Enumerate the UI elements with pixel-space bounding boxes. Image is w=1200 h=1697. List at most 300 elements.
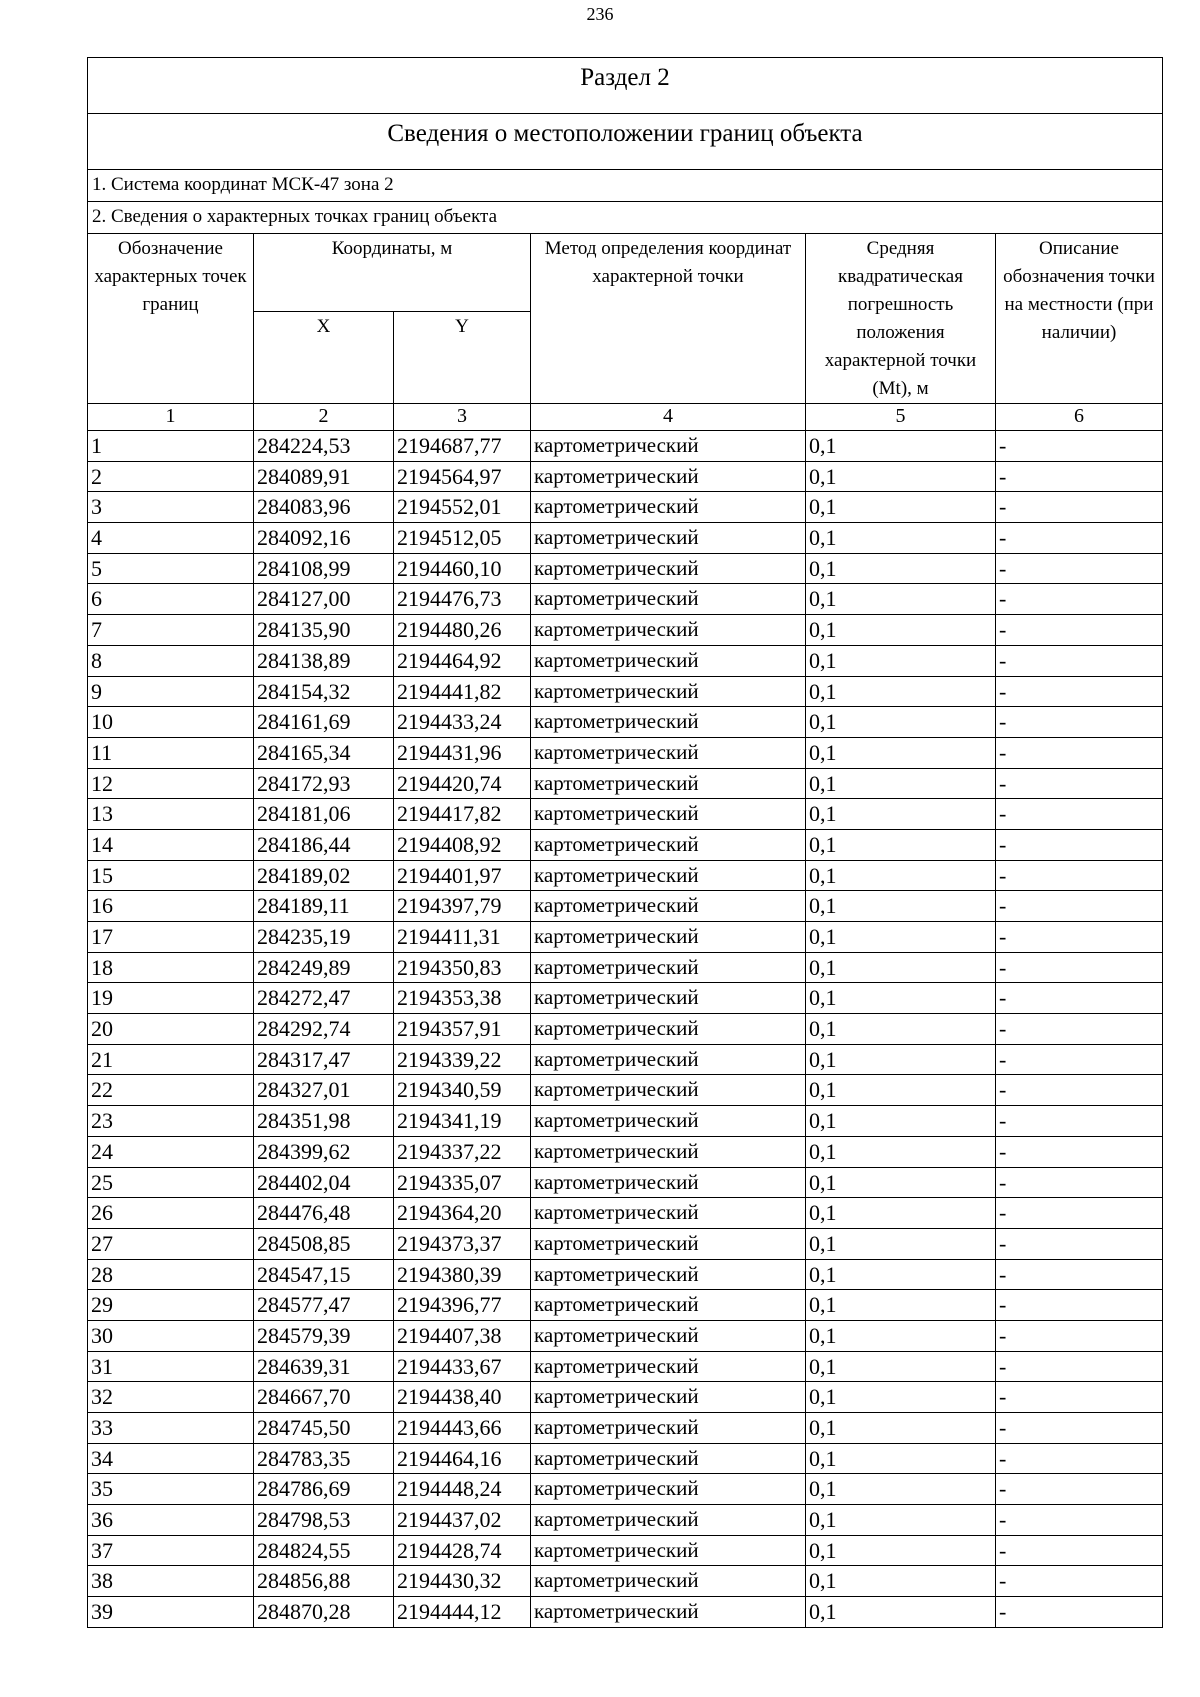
column-number: 2 bbox=[254, 404, 394, 431]
coordinate-y: 2194433,24 bbox=[394, 707, 531, 738]
point-number: 20 bbox=[88, 1014, 254, 1045]
description: - bbox=[996, 1075, 1163, 1106]
method: картометрический bbox=[531, 952, 806, 983]
coordinate-x: 284092,16 bbox=[254, 523, 394, 554]
coordinate-y: 2194441,82 bbox=[394, 676, 531, 707]
points-heading-row bbox=[88, 202, 1163, 234]
mean-error: 0,1 bbox=[806, 1198, 996, 1229]
point-number: 26 bbox=[88, 1198, 254, 1229]
description: - bbox=[996, 1259, 1163, 1290]
table-row bbox=[88, 1136, 1163, 1167]
description: - bbox=[996, 1136, 1163, 1167]
mean-error: 0,1 bbox=[806, 737, 996, 768]
method: картометрический bbox=[531, 1014, 806, 1045]
table-row bbox=[88, 615, 1163, 646]
header-x: X bbox=[254, 312, 394, 404]
table-data-rows bbox=[88, 431, 1163, 1628]
table-row bbox=[88, 1167, 1163, 1198]
point-number: 19 bbox=[88, 983, 254, 1014]
subsection-title-row bbox=[88, 114, 1163, 170]
description: - bbox=[996, 799, 1163, 830]
coordinate-x: 284399,62 bbox=[254, 1136, 394, 1167]
mean-error: 0,1 bbox=[806, 1505, 996, 1536]
method: картометрический bbox=[531, 1320, 806, 1351]
point-number: 7 bbox=[88, 615, 254, 646]
description: - bbox=[996, 492, 1163, 523]
point-number: 22 bbox=[88, 1075, 254, 1106]
coordinate-x: 284108,99 bbox=[254, 553, 394, 584]
mean-error: 0,1 bbox=[806, 431, 996, 462]
header-y: Y bbox=[394, 312, 531, 404]
method: картометрический bbox=[531, 829, 806, 860]
description: - bbox=[996, 584, 1163, 615]
mean-error: 0,1 bbox=[806, 922, 996, 953]
column-numbers-row bbox=[88, 404, 1163, 431]
coordinate-x: 284870,28 bbox=[254, 1597, 394, 1628]
method: картометрический bbox=[531, 461, 806, 492]
coordinate-y: 2194433,67 bbox=[394, 1351, 531, 1382]
coordinate-x: 284189,02 bbox=[254, 860, 394, 891]
point-number: 16 bbox=[88, 891, 254, 922]
description: - bbox=[996, 645, 1163, 676]
table-row bbox=[88, 1198, 1163, 1229]
table-row bbox=[88, 1259, 1163, 1290]
coordinate-y: 2194364,20 bbox=[394, 1198, 531, 1229]
table-row bbox=[88, 1535, 1163, 1566]
table-row bbox=[88, 676, 1163, 707]
coordinate-x: 284089,91 bbox=[254, 461, 394, 492]
point-number: 8 bbox=[88, 645, 254, 676]
coordinate-y: 2194373,37 bbox=[394, 1228, 531, 1259]
description: - bbox=[996, 461, 1163, 492]
method: картометрический bbox=[531, 983, 806, 1014]
header-coordinates: Координаты, м bbox=[254, 234, 531, 312]
coordinate-x: 284327,01 bbox=[254, 1075, 394, 1106]
coordinate-x: 284189,11 bbox=[254, 891, 394, 922]
table-row bbox=[88, 737, 1163, 768]
coordinate-x: 284186,44 bbox=[254, 829, 394, 860]
mean-error: 0,1 bbox=[806, 1228, 996, 1259]
method: картометрический bbox=[531, 860, 806, 891]
table-row bbox=[88, 1382, 1163, 1413]
mean-error: 0,1 bbox=[806, 1443, 996, 1474]
table-row bbox=[88, 1106, 1163, 1137]
point-number: 33 bbox=[88, 1413, 254, 1444]
method: картометрический bbox=[531, 1535, 806, 1566]
point-number: 17 bbox=[88, 922, 254, 953]
table-row bbox=[88, 1014, 1163, 1045]
mean-error: 0,1 bbox=[806, 1474, 996, 1505]
table-row bbox=[88, 584, 1163, 615]
method: картометрический bbox=[531, 523, 806, 554]
table-row bbox=[88, 1566, 1163, 1597]
description: - bbox=[996, 431, 1163, 462]
description: - bbox=[996, 1228, 1163, 1259]
method: картометрический bbox=[531, 1044, 806, 1075]
mean-error: 0,1 bbox=[806, 1044, 996, 1075]
mean-error: 0,1 bbox=[806, 1566, 996, 1597]
table-row bbox=[88, 1351, 1163, 1382]
header-description: Описание обозначения точки на местности (при наличии) bbox=[996, 234, 1163, 404]
point-number: 39 bbox=[88, 1597, 254, 1628]
coordinate-x: 284508,85 bbox=[254, 1228, 394, 1259]
description: - bbox=[996, 1044, 1163, 1075]
coordinate-y: 2194341,19 bbox=[394, 1106, 531, 1137]
subsection-title: Сведения о местоположении границ объекта bbox=[88, 114, 1163, 170]
column-number: 1 bbox=[88, 404, 254, 431]
mean-error: 0,1 bbox=[806, 707, 996, 738]
coordinate-y: 2194460,10 bbox=[394, 553, 531, 584]
coordinate-y: 2194552,01 bbox=[394, 492, 531, 523]
method: картометрический bbox=[531, 1566, 806, 1597]
point-number: 37 bbox=[88, 1535, 254, 1566]
point-number: 28 bbox=[88, 1259, 254, 1290]
coordinate-y: 2194380,39 bbox=[394, 1259, 531, 1290]
point-number: 2 bbox=[88, 461, 254, 492]
page-number: 236 bbox=[586, 4, 614, 24]
table-row bbox=[88, 431, 1163, 462]
method: картометрический bbox=[531, 1597, 806, 1628]
description: - bbox=[996, 1566, 1163, 1597]
coordinate-x: 284181,06 bbox=[254, 799, 394, 830]
description: - bbox=[996, 829, 1163, 860]
coordinate-x: 284154,32 bbox=[254, 676, 394, 707]
header-mean-error: Средняя квадратическая погрешность положения характерной точки (Mt), м bbox=[806, 234, 996, 404]
description: - bbox=[996, 922, 1163, 953]
method: картометрический bbox=[531, 1443, 806, 1474]
method: картометрический bbox=[531, 1351, 806, 1382]
point-number: 13 bbox=[88, 799, 254, 830]
coordinate-y: 2194464,16 bbox=[394, 1443, 531, 1474]
method: картометрический bbox=[531, 676, 806, 707]
table-row bbox=[88, 922, 1163, 953]
coordinate-y: 2194350,83 bbox=[394, 952, 531, 983]
method: картометрический bbox=[531, 799, 806, 830]
coordinate-y: 2194397,79 bbox=[394, 891, 531, 922]
coordinate-y: 2194437,02 bbox=[394, 1505, 531, 1536]
mean-error: 0,1 bbox=[806, 461, 996, 492]
point-number: 24 bbox=[88, 1136, 254, 1167]
column-number: 6 bbox=[996, 404, 1163, 431]
mean-error: 0,1 bbox=[806, 584, 996, 615]
mean-error: 0,1 bbox=[806, 1167, 996, 1198]
coordinate-x: 284235,19 bbox=[254, 922, 394, 953]
description: - bbox=[996, 1198, 1163, 1229]
coordinate-x: 284745,50 bbox=[254, 1413, 394, 1444]
method: картометрический bbox=[531, 768, 806, 799]
coordinate-x: 284639,31 bbox=[254, 1351, 394, 1382]
point-number: 14 bbox=[88, 829, 254, 860]
coordinate-y: 2194407,38 bbox=[394, 1320, 531, 1351]
point-number: 38 bbox=[88, 1566, 254, 1597]
table-row bbox=[88, 768, 1163, 799]
coordinate-y: 2194444,12 bbox=[394, 1597, 531, 1628]
method: картометрический bbox=[531, 431, 806, 462]
method: картометрический bbox=[531, 1136, 806, 1167]
mean-error: 0,1 bbox=[806, 829, 996, 860]
point-number: 12 bbox=[88, 768, 254, 799]
mean-error: 0,1 bbox=[806, 676, 996, 707]
mean-error: 0,1 bbox=[806, 860, 996, 891]
coordinate-y: 2194339,22 bbox=[394, 1044, 531, 1075]
coordinate-x: 284317,47 bbox=[254, 1044, 394, 1075]
description: - bbox=[996, 860, 1163, 891]
table-row bbox=[88, 461, 1163, 492]
point-number: 1 bbox=[88, 431, 254, 462]
point-number: 31 bbox=[88, 1351, 254, 1382]
point-number: 25 bbox=[88, 1167, 254, 1198]
mean-error: 0,1 bbox=[806, 952, 996, 983]
method: картометрический bbox=[531, 1474, 806, 1505]
mean-error: 0,1 bbox=[806, 1535, 996, 1566]
coordinate-x: 284272,47 bbox=[254, 983, 394, 1014]
point-number: 23 bbox=[88, 1106, 254, 1137]
table-body bbox=[88, 58, 1163, 431]
table-row bbox=[88, 707, 1163, 738]
coordinate-y: 2194464,92 bbox=[394, 645, 531, 676]
coordinate-y: 2194438,40 bbox=[394, 1382, 531, 1413]
table-row bbox=[88, 1597, 1163, 1628]
table-row bbox=[88, 1320, 1163, 1351]
point-number: 10 bbox=[88, 707, 254, 738]
description: - bbox=[996, 1351, 1163, 1382]
description: - bbox=[996, 615, 1163, 646]
mean-error: 0,1 bbox=[806, 553, 996, 584]
point-number: 36 bbox=[88, 1505, 254, 1536]
table-row bbox=[88, 799, 1163, 830]
description: - bbox=[996, 891, 1163, 922]
section-title: Раздел 2 bbox=[88, 58, 1163, 114]
coordinate-x: 284135,90 bbox=[254, 615, 394, 646]
points-heading: 2. Сведения о характерных точках границ объекта bbox=[88, 202, 1163, 234]
point-number: 15 bbox=[88, 860, 254, 891]
method: картометрический bbox=[531, 1382, 806, 1413]
method: картометрический bbox=[531, 1167, 806, 1198]
mean-error: 0,1 bbox=[806, 983, 996, 1014]
table-row bbox=[88, 1505, 1163, 1536]
method: картометрический bbox=[531, 1106, 806, 1137]
description: - bbox=[996, 1443, 1163, 1474]
column-number: 5 bbox=[806, 404, 996, 431]
description: - bbox=[996, 983, 1163, 1014]
description: - bbox=[996, 1167, 1163, 1198]
coordinate-x: 284579,39 bbox=[254, 1320, 394, 1351]
coordinate-x: 284798,53 bbox=[254, 1505, 394, 1536]
table-row bbox=[88, 1443, 1163, 1474]
table-row bbox=[88, 860, 1163, 891]
method: картометрический bbox=[531, 922, 806, 953]
table-row bbox=[88, 1474, 1163, 1505]
coordinate-x: 284138,89 bbox=[254, 645, 394, 676]
table-row bbox=[88, 829, 1163, 860]
boundary-points-table bbox=[87, 57, 1163, 1628]
coordinate-y: 2194353,38 bbox=[394, 983, 531, 1014]
coordinate-y: 2194337,22 bbox=[394, 1136, 531, 1167]
coordinate-y: 2194420,74 bbox=[394, 768, 531, 799]
coordinate-x: 284249,89 bbox=[254, 952, 394, 983]
mean-error: 0,1 bbox=[806, 1014, 996, 1045]
mean-error: 0,1 bbox=[806, 523, 996, 554]
mean-error: 0,1 bbox=[806, 1351, 996, 1382]
coordinate-y: 2194401,97 bbox=[394, 860, 531, 891]
coordinate-system-row bbox=[88, 170, 1163, 202]
coordinate-y: 2194512,05 bbox=[394, 523, 531, 554]
coordinate-y: 2194417,82 bbox=[394, 799, 531, 830]
method: картометрический bbox=[531, 1259, 806, 1290]
method: картометрический bbox=[531, 737, 806, 768]
mean-error: 0,1 bbox=[806, 492, 996, 523]
point-number: 6 bbox=[88, 584, 254, 615]
description: - bbox=[996, 1106, 1163, 1137]
method: картометрический bbox=[531, 645, 806, 676]
coordinate-y: 2194396,77 bbox=[394, 1290, 531, 1321]
coordinate-x: 284577,47 bbox=[254, 1290, 394, 1321]
point-number: 30 bbox=[88, 1320, 254, 1351]
table-row bbox=[88, 952, 1163, 983]
coordinate-x: 284351,98 bbox=[254, 1106, 394, 1137]
description: - bbox=[996, 707, 1163, 738]
coordinate-x: 284292,74 bbox=[254, 1014, 394, 1045]
mean-error: 0,1 bbox=[806, 799, 996, 830]
mean-error: 0,1 bbox=[806, 1259, 996, 1290]
mean-error: 0,1 bbox=[806, 768, 996, 799]
method: картометрический bbox=[531, 584, 806, 615]
coordinate-y: 2194428,74 bbox=[394, 1535, 531, 1566]
table-row bbox=[88, 891, 1163, 922]
coordinate-x: 284161,69 bbox=[254, 707, 394, 738]
coordinate-y: 2194357,91 bbox=[394, 1014, 531, 1045]
mean-error: 0,1 bbox=[806, 1136, 996, 1167]
section-title-row bbox=[88, 58, 1163, 114]
coordinate-x: 284083,96 bbox=[254, 492, 394, 523]
point-number: 32 bbox=[88, 1382, 254, 1413]
mean-error: 0,1 bbox=[806, 1597, 996, 1628]
description: - bbox=[996, 737, 1163, 768]
point-number: 29 bbox=[88, 1290, 254, 1321]
coordinate-y: 2194335,07 bbox=[394, 1167, 531, 1198]
point-number: 27 bbox=[88, 1228, 254, 1259]
coordinate-y: 2194340,59 bbox=[394, 1075, 531, 1106]
mean-error: 0,1 bbox=[806, 891, 996, 922]
method: картометрический bbox=[531, 615, 806, 646]
mean-error: 0,1 bbox=[806, 1413, 996, 1444]
coordinate-x: 284667,70 bbox=[254, 1382, 394, 1413]
coordinate-y: 2194408,92 bbox=[394, 829, 531, 860]
coordinate-x: 284402,04 bbox=[254, 1167, 394, 1198]
mean-error: 0,1 bbox=[806, 645, 996, 676]
description: - bbox=[996, 1597, 1163, 1628]
point-number: 5 bbox=[88, 553, 254, 584]
description: - bbox=[996, 553, 1163, 584]
table-row bbox=[88, 1290, 1163, 1321]
method: картометрический bbox=[531, 707, 806, 738]
point-number: 21 bbox=[88, 1044, 254, 1075]
method: картометрический bbox=[531, 1505, 806, 1536]
description: - bbox=[996, 1382, 1163, 1413]
description: - bbox=[996, 1413, 1163, 1444]
column-number: 4 bbox=[531, 404, 806, 431]
table-row bbox=[88, 553, 1163, 584]
point-number: 11 bbox=[88, 737, 254, 768]
table-row bbox=[88, 645, 1163, 676]
table-row bbox=[88, 1044, 1163, 1075]
coordinate-x: 284783,35 bbox=[254, 1443, 394, 1474]
coordinate-y: 2194476,73 bbox=[394, 584, 531, 615]
description: - bbox=[996, 523, 1163, 554]
coordinate-y: 2194687,77 bbox=[394, 431, 531, 462]
description: - bbox=[996, 952, 1163, 983]
header-row-top bbox=[88, 234, 1163, 312]
coordinate-system: 1. Система координат МСК-47 зона 2 bbox=[88, 170, 1163, 202]
method: картометрический bbox=[531, 492, 806, 523]
coordinate-x: 284547,15 bbox=[254, 1259, 394, 1290]
coordinate-y: 2194480,26 bbox=[394, 615, 531, 646]
point-number: 9 bbox=[88, 676, 254, 707]
method: картометрический bbox=[531, 1075, 806, 1106]
method: картометрический bbox=[531, 1290, 806, 1321]
coordinate-y: 2194443,66 bbox=[394, 1413, 531, 1444]
coordinate-y: 2194564,97 bbox=[394, 461, 531, 492]
point-number: 3 bbox=[88, 492, 254, 523]
table-row bbox=[88, 1228, 1163, 1259]
point-number: 18 bbox=[88, 952, 254, 983]
method: картометрический bbox=[531, 553, 806, 584]
description: - bbox=[996, 1474, 1163, 1505]
header-point-designation: Обозначение характерных точек границ bbox=[88, 234, 254, 404]
method: картометрический bbox=[531, 1198, 806, 1229]
coordinate-x: 284824,55 bbox=[254, 1535, 394, 1566]
method: картометрический bbox=[531, 1228, 806, 1259]
description: - bbox=[996, 676, 1163, 707]
point-number: 4 bbox=[88, 523, 254, 554]
column-number: 3 bbox=[394, 404, 531, 431]
table-row bbox=[88, 523, 1163, 554]
point-number: 34 bbox=[88, 1443, 254, 1474]
mean-error: 0,1 bbox=[806, 1106, 996, 1137]
coordinate-x: 284127,00 bbox=[254, 584, 394, 615]
coordinate-y: 2194431,96 bbox=[394, 737, 531, 768]
coordinate-y: 2194448,24 bbox=[394, 1474, 531, 1505]
mean-error: 0,1 bbox=[806, 1320, 996, 1351]
table-row bbox=[88, 1075, 1163, 1106]
point-number: 35 bbox=[88, 1474, 254, 1505]
coordinate-y: 2194430,32 bbox=[394, 1566, 531, 1597]
description: - bbox=[996, 1535, 1163, 1566]
mean-error: 0,1 bbox=[806, 615, 996, 646]
mean-error: 0,1 bbox=[806, 1290, 996, 1321]
coordinate-x: 284172,93 bbox=[254, 768, 394, 799]
description: - bbox=[996, 1290, 1163, 1321]
method: картометрический bbox=[531, 1413, 806, 1444]
coordinate-x: 284856,88 bbox=[254, 1566, 394, 1597]
mean-error: 0,1 bbox=[806, 1075, 996, 1106]
mean-error: 0,1 bbox=[806, 1382, 996, 1413]
table-row bbox=[88, 1413, 1163, 1444]
coordinate-x: 284224,53 bbox=[254, 431, 394, 462]
description: - bbox=[996, 1505, 1163, 1536]
method: картометрический bbox=[531, 891, 806, 922]
description: - bbox=[996, 768, 1163, 799]
coordinate-y: 2194411,31 bbox=[394, 922, 531, 953]
coordinate-x: 284165,34 bbox=[254, 737, 394, 768]
coordinate-x: 284476,48 bbox=[254, 1198, 394, 1229]
coordinate-x: 284786,69 bbox=[254, 1474, 394, 1505]
table-row bbox=[88, 983, 1163, 1014]
description: - bbox=[996, 1320, 1163, 1351]
table-row bbox=[88, 492, 1163, 523]
header-method: Метод определения координат характерной точки bbox=[531, 234, 806, 404]
description: - bbox=[996, 1014, 1163, 1045]
